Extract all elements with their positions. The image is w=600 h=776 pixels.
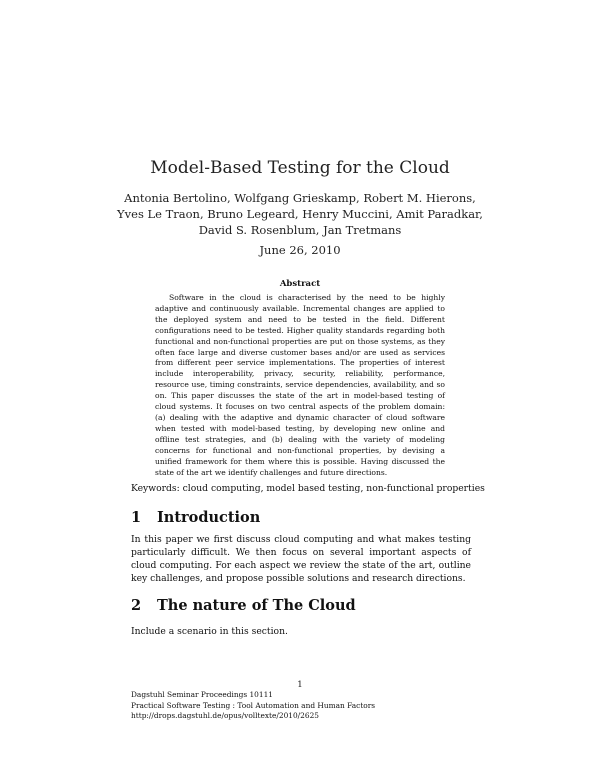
- paper-date: June 26, 2010: [259, 243, 341, 257]
- paper-title: Model-Based Testing for the Cloud: [150, 158, 450, 178]
- abstract-text: Software in the cloud is characterised by the need to be highly adaptive and continuously available. Incremental changes are applied to the deployed system and need to be tested in the field. Different configurations need to be tested. Higher quality standards regarding both functional and non-functional properties are put on those systems, as they often face large and diverse customer bases and/or are used as services from different peer service implementations. The properties of interest include interoperability, privacy, security, reliability, performance, resource use, timing constraints, service dependencies, availability, and so on. This paper discusses the state of the art in model-based testing of cloud systems. It focuses on two central aspects of the problem domain: (a) dealing with the adaptive and dynamic character of cloud software when tested with model-based testing, by developing new online and offline test strategies, and (b) dealing with the variety of modeling concerns for functional and non-functional properties, by devising a unified framework for them where this is possible. Having discussed the state of the art we identify challenges and future directions.: [155, 293, 445, 477]
- section-heading-introduction: [131, 509, 260, 526]
- abstract-heading: Abstract: [279, 279, 321, 289]
- footer-link[interactable]: http://drops.dagstuhl.de/opus/volltexte/2010/2625: [131, 711, 319, 720]
- author-line: Antonia Bertolino, Wolfgang Grieskamp, Robert M. Hierons,: [124, 191, 476, 205]
- author-line: David S. Rosenblum, Jan Tretmans: [198, 223, 402, 237]
- author-line: Yves Le Traon, Bruno Legeard, Henry Muccini, Amit Paradkar,: [117, 207, 483, 221]
- section-paragraph-introduction: In this paper we first discuss cloud computing and what makes testing particularly difficult. We then focus on several important aspects of cloud computing. For each aspect we review the state of the art, outline key challenges, and propose possible solutions and research directions.: [131, 534, 471, 585]
- section-number: 1: [131, 509, 142, 526]
- section-number: 2: [131, 597, 142, 614]
- page-number: 1: [297, 680, 303, 690]
- author-list: [0, 190, 600, 238]
- section-title: The nature of The Cloud: [157, 597, 356, 614]
- footer-notes: [131, 690, 375, 722]
- section-title: Introduction: [157, 509, 261, 526]
- section-heading-nature-of-cloud: [131, 597, 356, 614]
- footer-line: Practical Software Testing : Tool Automation and Human Factors: [131, 700, 376, 710]
- footer-line: Dagstuhl Seminar Proceedings 10111: [131, 690, 273, 699]
- section-paragraph-nature-of-cloud: Include a scenario in this section.: [131, 626, 288, 637]
- keywords: Keywords: cloud computing, model based testing, non-functional properties: [131, 483, 485, 494]
